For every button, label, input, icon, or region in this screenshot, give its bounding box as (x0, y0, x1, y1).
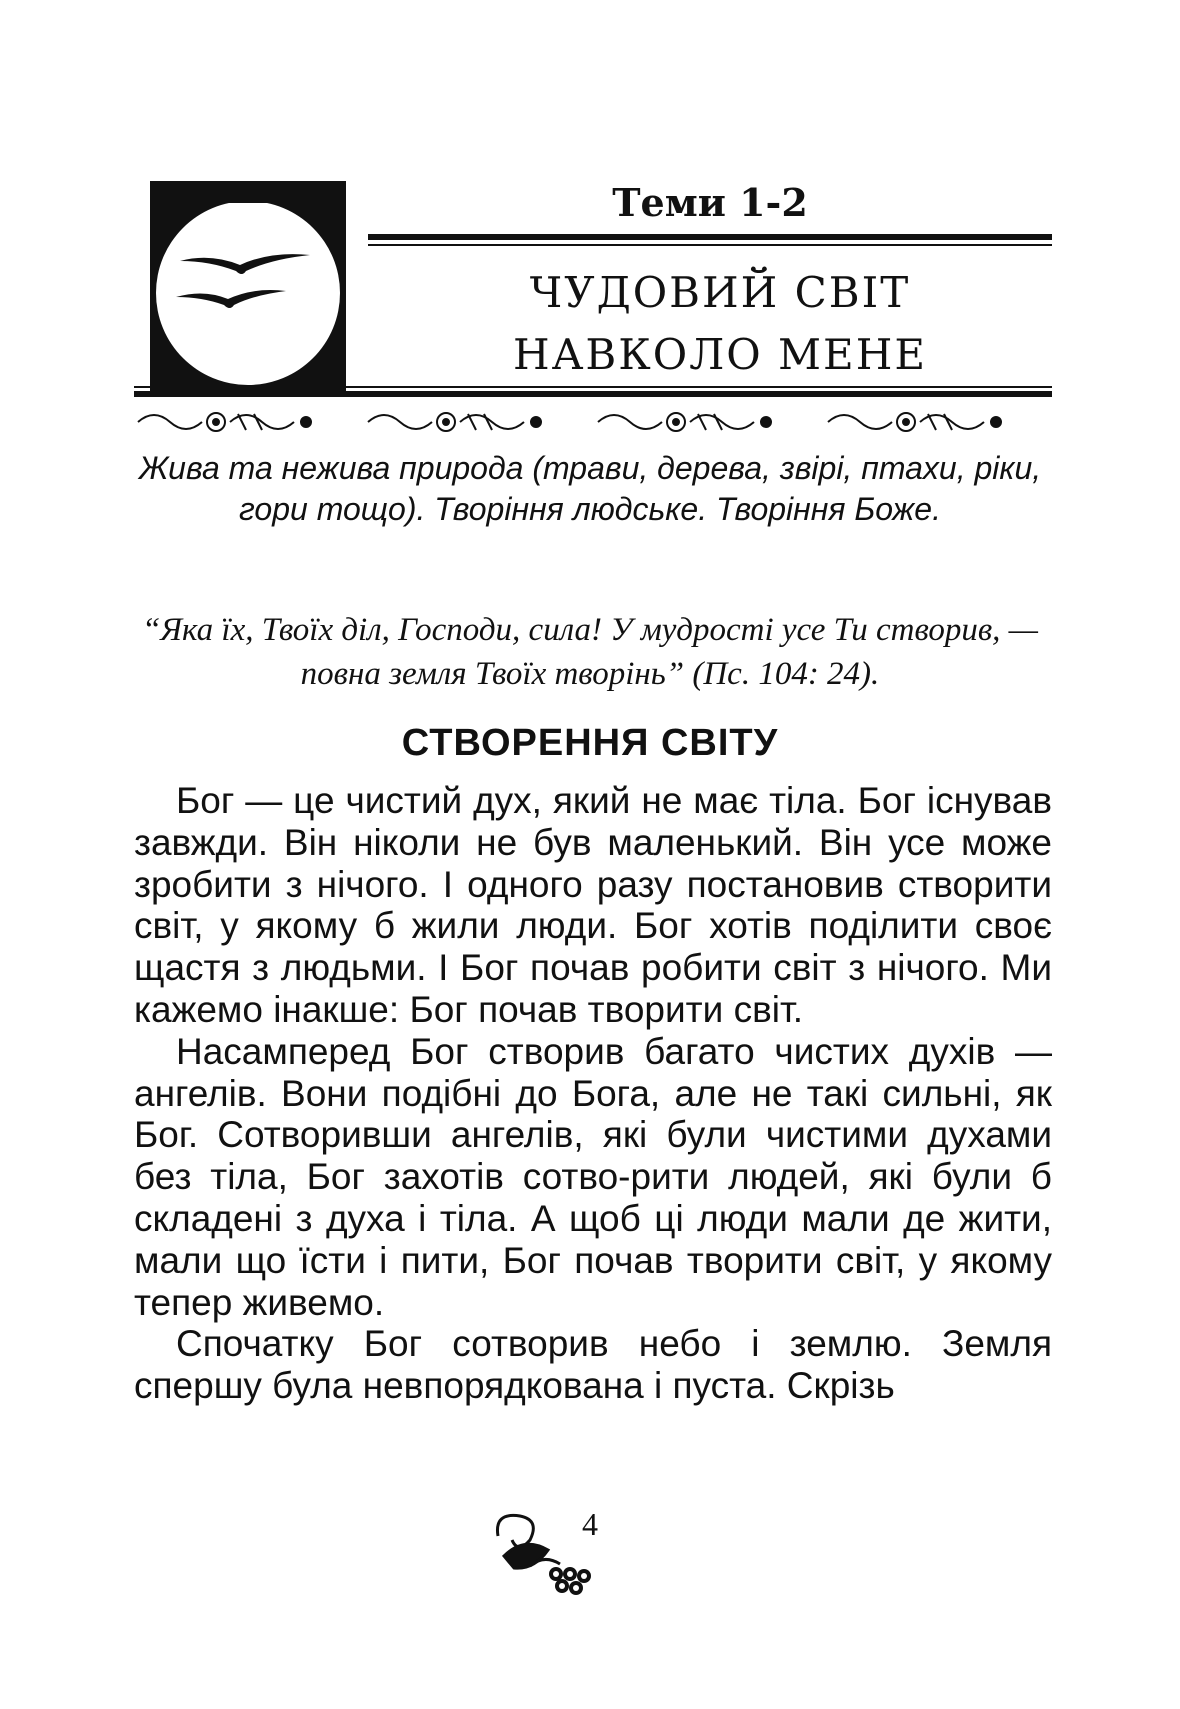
paragraph: Спочатку Бог сотворив небо і землю. Земля спершу була невпорядкована і пуста. Скрізь (134, 1323, 1052, 1407)
section-heading: СТВОРЕННЯ СВІТУ (401, 722, 779, 764)
bottom-double-rule (134, 386, 1052, 400)
chapter-title (440, 262, 1000, 386)
chapter-title-line-1: ЧУДОВИЙ СВІТ (529, 268, 911, 317)
paragraph: Насамперед Бог створив багато чистих духів — ангелів. Вони подібні до Бога, але не такі сильні, як Бог. Сотворивши ангелів, які були чистими духами без тіла, Бог захотів сотво-рити людей, які були б складені з духа і тіла. А щоб ці люди мали де жити, мали що їсти і пити, Бог почав творити світ, у якому тепер живемо. (134, 1030, 1052, 1323)
topic-label: Теми 1-2 (612, 180, 808, 225)
floral-border-ornament (134, 402, 1052, 442)
chapter-title-line-2: НАВКОЛО МЕНЕ (512, 330, 928, 379)
top-double-rule (368, 234, 1052, 248)
page-number: 4 (582, 1506, 598, 1542)
topic-subtitle: Жива та нежива природа (трави, дерева, звірі, птахи, ріки, гори тощо). Творіння людське. Творіння Боже. (138, 450, 1042, 527)
paragraph: Бог — це чистий дух, який не має тіла. Бог існував завжди. Він ніколи не був маленький. Він усе може зробити з нічого. І одного разу постановив створити світ, у якому б жили люди. Бог хотів поділити своє щастя з людьми. І Бог почав робити світ з нічого. Ми кажемо інакше: Бог почав творити світ. (134, 780, 1052, 1030)
body-text (134, 780, 1052, 1407)
scripture-quote: “Яка їх, Твоїх діл, Господи, сила! У мудрості усе Ти створив, — повна земля Твоїх творінь” (Пс. 104: 24). (142, 612, 1038, 692)
moon-birds-emblem (150, 181, 346, 391)
